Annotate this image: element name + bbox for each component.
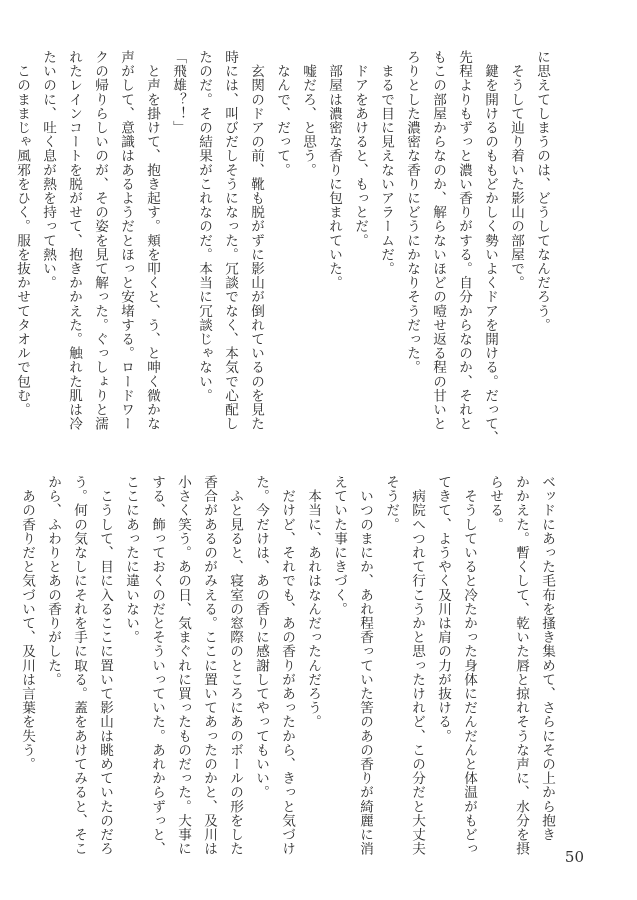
text-line: そうして辿り着いた影山の部屋で。 — [508, 50, 524, 290]
text-line: なんで、だって。 — [274, 50, 290, 177]
text-line: 香合があるのがみえる。ここに置いてあったのかと、及川は — [201, 475, 217, 856]
text-line: 先程よりもずっと濃い香りがする。自分からなのか、それと — [456, 50, 472, 431]
text-line: あの香りだと気づいて、及川は言葉を失う。 — [19, 475, 35, 772]
text-line: いつのまにか、あれ程香っていた筈のあの香りが綺麗に消 — [357, 475, 373, 856]
text-line: そうしていると冷たかった身体にだんだんと体温がもどっ — [461, 475, 477, 856]
text-line: こうして、目に入るここに置いて影山は眺めていたのだろ — [97, 475, 113, 856]
text-line: このままじゃ風邪をひく。服を抜かせてタオルで包む。 — [14, 50, 30, 417]
text-line: れたレインコートを脱がせて、抱きかかえた。触れた肌は冷 — [66, 50, 82, 431]
text-line: えていた事にきづく。 — [331, 475, 347, 616]
text-line: 時には、叫びだしそうになった。冗談でなく、本気で心配し — [222, 50, 238, 431]
text-line: 小さく笑う。あの日、気まぐれに買ったものだった。大事に — [175, 475, 191, 856]
text-line: 声がして、意識はあるようだとほっと安堵する。ロードワー — [118, 50, 134, 431]
text-line: 病院へつれて行こうかと思ったけれど、この分だと大丈夫 — [409, 475, 425, 856]
text-line: ここにあったに違いない。 — [123, 475, 139, 645]
text-line: 「飛雄？！」 — [170, 50, 186, 135]
text-line: から、ふわりとあの香りがした。 — [45, 475, 61, 687]
text-line: もこの部屋からなのか、解らないほどの噎せ返る程の甘いと — [430, 50, 446, 431]
text-block-upper — [14, 50, 555, 445]
text-line: する、飾っておくのだとそういっていた。あれからずっと、 — [149, 475, 165, 856]
text-line: かかえた。暫くして、乾いた唇と掠れそうな声に、水分を摂 — [513, 475, 529, 856]
text-line: クの帰りらしいのが、その姿を見て解った。ぐっしょりと濡 — [92, 50, 108, 431]
text-line: たいのに、吐く息が熱を持って熱い。 — [40, 50, 56, 290]
text-line: ろりとした濃密な香りにどうにかなりそうだった。 — [404, 50, 420, 375]
text-line: たのだ。その結果がこれなのだ。本当に冗談じゃない。 — [196, 50, 212, 403]
text-block-lower — [19, 475, 560, 856]
text-line: 本当に、あれはなんだったんだろう。 — [305, 475, 321, 729]
text-line: そうだ。 — [383, 475, 399, 532]
text-line: まるで目に見えないアラームだ。 — [378, 50, 394, 276]
text-line: た。今だけは、あの香りに感謝してやってもいい。 — [253, 475, 269, 800]
text-line: ドアをあけると、もっとだ。 — [352, 50, 368, 248]
text-line: 鍵を開けるのももどかしく勢いよくドアを開ける。だって、 — [482, 50, 498, 445]
text-line: らせる。 — [487, 475, 503, 532]
text-line: ふと見ると、寝室の窓際のところにあのボールの形をした — [227, 475, 243, 856]
text-line: う。何の気なしにそれを手に取る。蓋をあけてみると、そこ — [71, 475, 87, 856]
text-line: だけど、それでも、あの香りがあったから、きっと気づけ — [279, 475, 295, 856]
text-line: ベッドにあった毛布を搔き集めて、さらにその上から抱き — [539, 475, 555, 842]
page-number: 50 — [564, 848, 584, 866]
text-line: 嘘だろ、と思う。 — [300, 50, 316, 177]
text-line: と声を掛けて、抱き起す。頬を叩くと、う、と呻く微かな — [144, 50, 160, 431]
text-line: てきて、ようやく及川は肩の力が抜ける。 — [435, 475, 451, 743]
text-line: に思えてしまうのは、どうしてなんだろう。 — [534, 50, 550, 332]
text-line: 部屋は濃密な香りに包まれていた。 — [326, 50, 342, 290]
text-line: 玄関のドアの前、靴も脱がずに影山が倒れているのを見た — [248, 50, 264, 431]
